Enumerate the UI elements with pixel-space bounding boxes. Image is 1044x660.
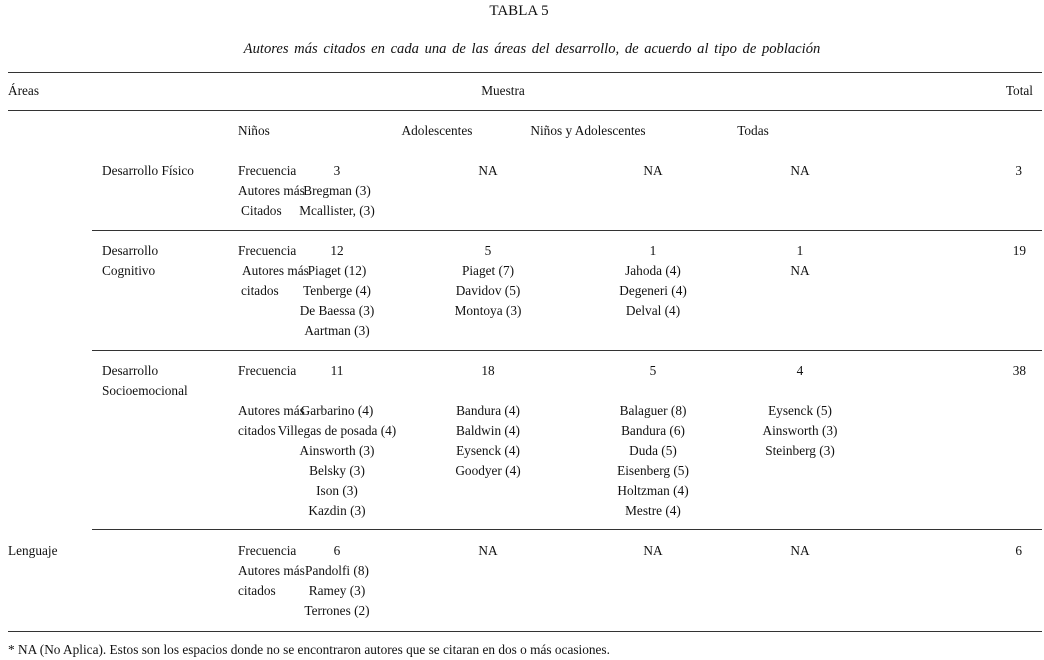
cell-line: NA — [643, 543, 663, 558]
cell-line: Balaguer (8) — [619, 403, 687, 418]
row-rule-3 — [92, 529, 1042, 530]
cell-line: 1 — [649, 243, 657, 258]
cell-line: Ainsworth (3) — [299, 443, 375, 458]
cell-line: Steinberg (3) — [765, 443, 835, 458]
cell-line: 18 — [481, 363, 495, 378]
subheader-todas: Todas — [737, 123, 769, 138]
cell-line: Degeneri (4) — [619, 283, 687, 298]
area-line: Desarrollo — [102, 243, 159, 258]
area-line: Desarrollo — [102, 363, 159, 378]
cell-line: Garbarino (4) — [300, 403, 374, 418]
cell-line: 5 — [484, 243, 492, 258]
cell-total: 6 — [1015, 543, 1022, 558]
cell-line: Bandura (4) — [456, 403, 520, 418]
cell-line: Jahoda (4) — [625, 263, 681, 278]
cell-line: Pandolfi (8) — [305, 563, 369, 578]
cell-line: NA — [790, 263, 810, 278]
row-area — [102, 241, 158, 281]
cell-line: Terrones (2) — [304, 603, 370, 618]
cell-line: De Baessa (3) — [299, 303, 375, 318]
row-area — [8, 541, 57, 561]
top-rule — [8, 72, 1042, 73]
cell-line: Delval (4) — [625, 303, 681, 318]
subheader-ninos-adolescentes: Niños y Adolescentes — [530, 123, 646, 138]
footnote: * NA (No Aplica). Estos son los espacios donde no se encontraron autores que se citaran en dos o más ocasiones. — [8, 642, 610, 657]
cell-line: Villegas de posada (4) — [277, 423, 397, 438]
label-line: citados — [238, 583, 276, 598]
cell-total: 19 — [1012, 243, 1026, 258]
cell-line: 12 — [330, 243, 344, 258]
cell-line: 3 — [333, 163, 341, 178]
label-line: citados — [238, 423, 276, 438]
subheader-adolescentes: Adolescentes — [401, 123, 473, 138]
label-line: Autores más — [238, 563, 305, 578]
cell-line: Bandura (6) — [621, 423, 685, 438]
label-line: citados — [241, 283, 279, 298]
cell-line: NA — [643, 163, 663, 178]
cell-line: Aartman (3) — [304, 323, 370, 338]
cell-line: 1 — [796, 243, 804, 258]
label-line: Frecuencia — [238, 163, 297, 178]
row-rule-1 — [92, 230, 1042, 231]
cell-extra — [700, 541, 900, 561]
cell-total: 3 — [1015, 163, 1022, 178]
cell-extra — [700, 161, 900, 181]
cell-line: 5 — [649, 363, 657, 378]
cell-line: Holtzman (4) — [617, 483, 689, 498]
cell-line: Davidov (5) — [455, 283, 521, 298]
cell-line: 6 — [333, 543, 341, 558]
cell-line: Mestre (4) — [625, 503, 681, 518]
area-line: Cognitivo — [102, 263, 156, 278]
cell-line: Piaget (12) — [307, 263, 367, 278]
label-line: Autores más — [238, 183, 305, 198]
cell-line: Bregman (3) — [303, 183, 371, 198]
cell-line: Baldwin (4) — [456, 423, 520, 438]
table-subtitle: Autores más citados en cada una de las áreas del desarrollo, de acuerdo al tipo de población — [243, 41, 821, 57]
area-line: Lenguaje — [8, 543, 58, 558]
label-line: Frecuencia — [238, 543, 297, 558]
cell-line: Eisenberg (5) — [617, 463, 689, 478]
cell-line: Kazdin (3) — [308, 503, 366, 518]
cell-line: NA — [478, 543, 498, 558]
cell-line — [700, 381, 900, 401]
cell-extra — [700, 241, 900, 281]
cell-extra — [700, 361, 900, 461]
cell-line: NA — [478, 163, 498, 178]
cell-line: Goodyer (4) — [455, 463, 521, 478]
cell-line: Mcallister, (3) — [299, 203, 375, 218]
cell-line: Ramey (3) — [308, 583, 366, 598]
subheader-ninos: Niños — [238, 123, 270, 138]
label-line: Citados — [241, 203, 282, 218]
cell-line: NA — [790, 163, 810, 178]
cell-line: 4 — [796, 363, 804, 378]
cell-line: Eysenck (4) — [456, 443, 520, 458]
header-muestra: Muestra — [481, 83, 525, 98]
cell-line: Tenberge (4) — [303, 283, 371, 298]
table-title: TABLA 5 — [489, 3, 549, 19]
cell-line: Eysenck (5) — [768, 403, 832, 418]
cell-line: Montoya (3) — [454, 303, 522, 318]
header-rule — [8, 110, 1042, 111]
row-area — [102, 361, 188, 401]
cell-line: Belsky (3) — [309, 463, 365, 478]
area-line: Desarrollo Físico — [102, 163, 194, 178]
row-rule-2 — [92, 350, 1042, 351]
label-line: Autores más — [238, 403, 305, 418]
label-line: Frecuencia — [238, 243, 297, 258]
label-line: Frecuencia — [238, 363, 297, 378]
cell-line: NA — [790, 543, 810, 558]
header-areas: Áreas — [8, 83, 40, 98]
header-total: Total — [1005, 83, 1033, 98]
cell-line: Ainsworth (3) — [762, 423, 838, 438]
cell-line: 11 — [330, 363, 344, 378]
area-line: Socioemocional — [102, 383, 188, 398]
cell-line: Piaget (7) — [461, 263, 515, 278]
label-line: Autores más — [242, 263, 309, 278]
bottom-rule — [8, 631, 1042, 632]
row-area — [102, 161, 194, 181]
cell-total: 38 — [1012, 363, 1026, 378]
cell-line: Duda (5) — [629, 443, 677, 458]
cell-line: Ison (3) — [316, 483, 358, 498]
